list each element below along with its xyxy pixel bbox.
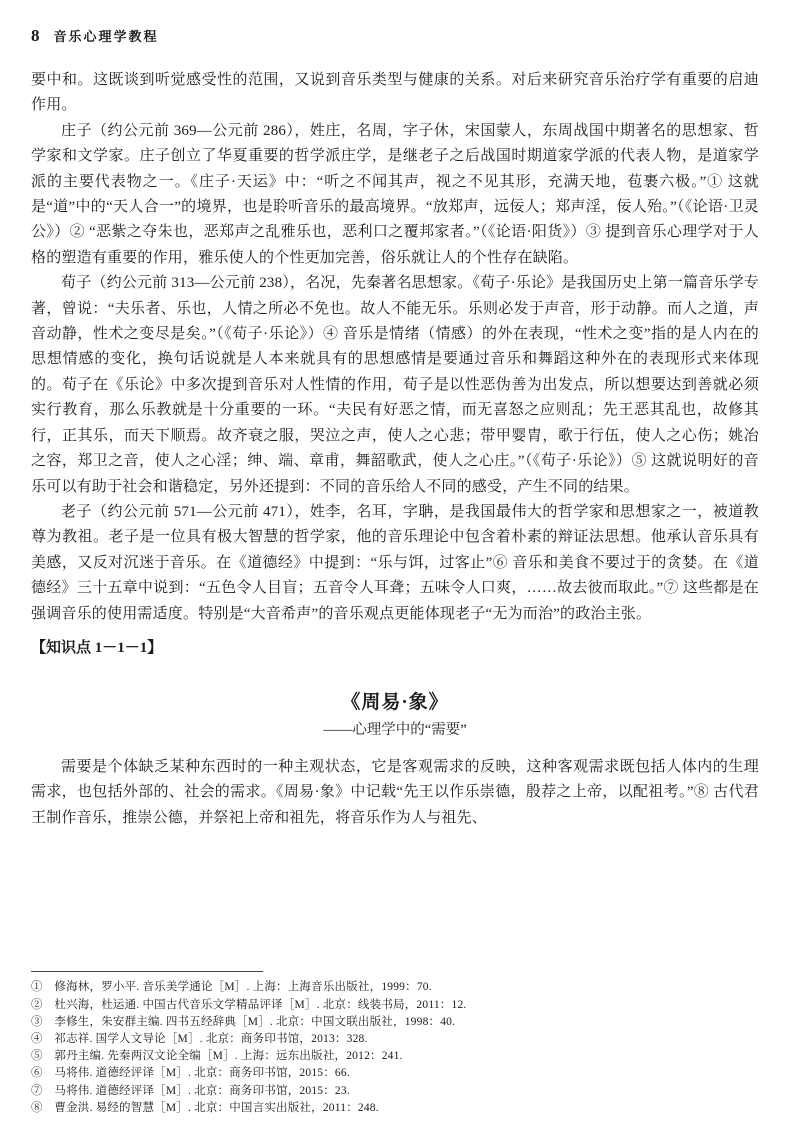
body-paragraph-zhuangzi: 庄子（约公元前 369—公元前 286），姓庄，名周，字子休，宋国蒙人，东周战国中期著名的思想家、哲学家和文学家。庄子创立了华夏重要的哲学派庄学，是继老子之后战国时期道家学派的代表人物，是道家学派的主要代表物之一。《庄子·天运》中：“听之不闻其声，视之不见其形，充满天地，苞裹六极。”① 这就是“道”中的“天人合一”的境界，也是聆听音乐的最高境界。“放郑声，远佞人；郑声淫，佞人殆。”（《论语·卫灵公》）② “恶紫之夺朱也，恶郑声之乱雅乐也，恶利口之覆邦家者。”（《论语·阳货》）③ 提到音乐心理学对于人格的塑造有重要的作用，雅乐使人的个性更加完善，俗乐就让人的个性存在缺陷。 bbox=[31, 122, 759, 266]
page-header bbox=[31, 26, 759, 46]
body-paragraph-continuation: 要中和。这既谈到听觉感受性的范围，又说到音乐类型与健康的关系。对后来研究音乐治疗学有重要的启迪作用。 bbox=[31, 72, 759, 114]
section-title: 《周易·象》 bbox=[341, 691, 449, 713]
body-paragraph-xunzi: 荀子（约公元前 313—公元前 238），名况，先秦著名思想家。《荀子·乐论》是我国历史上第一篇音乐学专著，曾说：“夫乐者、乐也，人情之所必不免也。故人不能无乐。乐则必发于声音，形于动静。而人之道，声音动静，性术之变尽是矣。”（《荀子·乐论》）④ 音乐是情绪（情感）的外在表现，“性术之变”指的是人内在的思想情感的变化，换句话说就是人本来就具有的思想感情是要通过音乐和舞蹈这种外在的表现形式来体现的。荀子在《乐论》中多次提到音乐对人性情的作用，荀子是以性恶伪善为出发点，所以想要达到善就必须实行教育，那么乐教就是十分重要的一环。“夫民有好恶之情，而无喜怒之应则乱；先王恶其乱也，故修其行，正其乐，而天下顺焉。故齐衰之服，哭泣之声，使人之心悲；带甲婴胄，歌于行伍，使人之心伤；姚冶之容，郑卫之音，使人之心淫；绅、端、章甫，舞韶歌武，使人之心庄。”（《荀子·乐论》）⑤ 这就说明好的音乐可以有助于社会和谐稳定，另外还提到：不同的音乐给人不同的感受，产生不同的结果。 bbox=[31, 275, 759, 495]
footnote-item: ⑤ 郭丹主编. 先秦两汉文论全编［M］. 上海：远东出版社，2012：241. bbox=[31, 1050, 403, 1063]
section-paragraph: 需要是个体缺乏某种东西时的一种主观状态，它是客观需求的反映，这种客观需求既包括人体内的生理需求，也包括外部的、社会的需求。《周易·象》中记载“先王以作乐崇德，殷荐之上帝，以配祖考。”⑧ 古代君王制作音乐，推崇公德，并祭祀上帝和祖先，将音乐作为人与祖先、 bbox=[31, 758, 759, 826]
footnote-item: ① 修海林，罗小平. 音乐美学通论［M］. 上海：上海音乐出版社，1999：70. bbox=[31, 981, 432, 994]
footnote-item: ② 杜兴海，杜运通. 中国古代音乐文学精品评译［M］. 北京：线装书局，2011：12. bbox=[31, 998, 467, 1011]
footnotes-list bbox=[31, 979, 759, 1117]
section-subtitle: ——心理学中的“需要” bbox=[323, 721, 467, 738]
knowledge-point-label: 【知识点 1－1－1】 bbox=[31, 639, 163, 656]
footnote-item: ⑧ 曹金洪. 易经的智慧［M］. 北京：中国言实出版社，2011：248. bbox=[31, 1101, 379, 1114]
footnote-area bbox=[31, 971, 759, 1117]
footnote-item: ④ 祁志祥. 国学人文导论［M］. 北京：商务印书馆，2013：328. bbox=[31, 1032, 368, 1045]
footnote-separator bbox=[31, 971, 263, 972]
book-title: 音乐心理学教程 bbox=[53, 29, 159, 44]
page-number: 8 bbox=[31, 26, 40, 45]
footnote-item: ③ 李修生，朱安群主编. 四书五经辞典［M］. 北京：中国文联出版社，1998：40. bbox=[31, 1015, 456, 1028]
footnote-item: ⑥ 马将伟. 道德经评译［M］. 北京：商务印书馆，2015：66. bbox=[31, 1067, 350, 1080]
body-text bbox=[31, 68, 759, 831]
footnote-item: ⑦ 马将伟. 道德经评译［M］. 北京：商务印书馆，2015：23. bbox=[31, 1084, 350, 1097]
body-paragraph-laozi: 老子（约公元前 571—公元前 471），姓李，名耳，字聃，是我国最伟大的哲学家和思想家之一，被道教尊为教祖。老子是一位具有极大智慧的哲学家，他的音乐理论中包含着朴素的辩证法思想。他承认音乐具有美感，又反对沉迷于音乐。在《道德经》中提到：“乐与饵，过客止”⑥ 音乐和美食不要过于的贪婪。在《道德经》三十五章中说到：“五色令人目盲；五音令人耳聋；五味令人口爽，……故去彼而取此。”⑦ 这些都是在强调音乐的使用需适度。特别是“大音希声”的音乐观点更能体现老子“无为而治”的政治主张。 bbox=[31, 503, 759, 622]
